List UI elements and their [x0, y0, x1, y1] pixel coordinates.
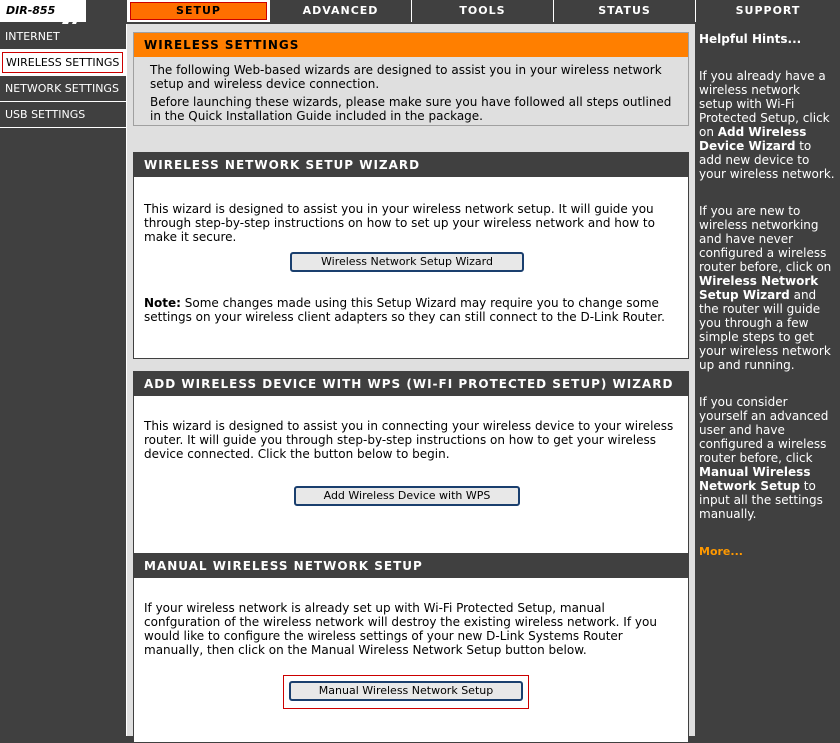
page-title: WIRELESS SETTINGS: [134, 33, 688, 57]
wizard-description: This wizard is designed to assist you in your wireless network setup. It will guide you through step-by-step instructions on how to set up your wireless network and how to make it secure.: [144, 202, 655, 244]
hint-2-bold: Wireless Network Setup Wizard: [699, 274, 819, 302]
hint-3-text-b: to input all the settings manually.: [699, 479, 823, 521]
intro-panel: [133, 32, 689, 126]
sidebar-item-network-settings[interactable]: NETWORK SETTINGS: [0, 76, 126, 102]
tab-tools[interactable]: TOOLS: [411, 0, 553, 22]
sidebar-item-internet[interactable]: INTERNET: [0, 24, 126, 50]
wizard-section-title: WIRELESS NETWORK SETUP WIZARD: [134, 153, 688, 177]
sidebar-item-wireless-settings-label: WIRELESS SETTINGS: [2, 52, 123, 73]
model-label: DIR-855: [0, 0, 86, 22]
wireless-network-setup-wizard-button[interactable]: Wireless Network Setup Wizard: [290, 252, 524, 272]
add-wireless-device-wps-button[interactable]: Add Wireless Device with WPS: [294, 486, 520, 506]
intro-paragraph-2: Before launching these wizards, please make sure you have followed all steps outlined in the Quick Installation Guide included in the package.: [150, 95, 672, 123]
hint-1-bold: Add Wireless Device Wizard: [699, 125, 807, 153]
wizard-note-text: Some changes made using this Setup Wizard may require you to change some settings on your wireless client adapters so they can still connect to the D-Link Router.: [144, 296, 665, 324]
hint-3-text-a: If you consider yourself an advanced user and have configured a wireless router before, click: [699, 395, 829, 465]
manual-wireless-network-setup-button[interactable]: Manual Wireless Network Setup: [289, 681, 523, 701]
helpful-hints-panel: [695, 24, 840, 736]
tab-setup[interactable]: [127, 0, 269, 22]
main-content: [127, 24, 695, 736]
intro-paragraph-1: The following Web-based wizards are designed to assist you in your wireless network setup and wireless device connection.: [150, 63, 662, 91]
hint-2-text-b: and the router will guide you through a few simple steps to get your wireless network up and running.: [699, 288, 831, 372]
wizard-note-label: Note:: [144, 296, 181, 310]
hint-2-text-a: If you are new to wireless networking and have never configured a wireless router before, click on: [699, 204, 832, 274]
hints-title: Helpful Hints...: [699, 32, 802, 46]
wps-description: This wizard is designed to assist you in connecting your wireless device to your wireless router. It will guide you through step-by-step instructions on how to get your wireless device connected. Click the button below to begin.: [144, 419, 674, 461]
wizard-section: [133, 152, 689, 359]
tab-support[interactable]: SUPPORT: [695, 0, 840, 22]
hint-3-bold: Manual Wireless Network Setup: [699, 465, 811, 493]
top-navigation: [0, 0, 840, 24]
manual-setup-description: If your wireless network is already set up with Wi-Fi Protected Setup, manual confguration of the wireless network will destroy the existing wireless network. If you would like to configure the wireless settings of your new D-Link Systems Router manually, then click on the Manual Wireless Network Setup button below.: [144, 601, 657, 657]
hint-1-text-a: If you already have a wireless network setup with Wi-Fi Protected Setup, click on: [699, 69, 830, 139]
sidebar-item-usb-settings[interactable]: USB SETTINGS: [0, 102, 126, 128]
more-link[interactable]: More...: [699, 545, 743, 558]
manual-setup-section-title: MANUAL WIRELESS NETWORK SETUP: [134, 554, 688, 578]
wps-section: [133, 371, 689, 565]
tab-status[interactable]: STATUS: [553, 0, 695, 22]
hint-3: [699, 395, 836, 521]
hint-2: [699, 204, 836, 372]
manual-setup-section: [133, 553, 689, 743]
hint-1-text-b: to add new device to your wireless network.: [699, 139, 835, 181]
wizard-note: [144, 296, 678, 324]
sidebar-item-wireless-settings[interactable]: [0, 50, 126, 76]
logo-stripes-icon: [54, 0, 124, 24]
hint-1: [699, 69, 836, 181]
sidebar: [0, 24, 127, 736]
tab-advanced[interactable]: ADVANCED: [269, 0, 411, 22]
wps-section-title: ADD WIRELESS DEVICE WITH WPS (WI-FI PROTECTED SETUP) WIZARD: [134, 372, 688, 396]
tab-setup-label: SETUP: [130, 2, 267, 20]
